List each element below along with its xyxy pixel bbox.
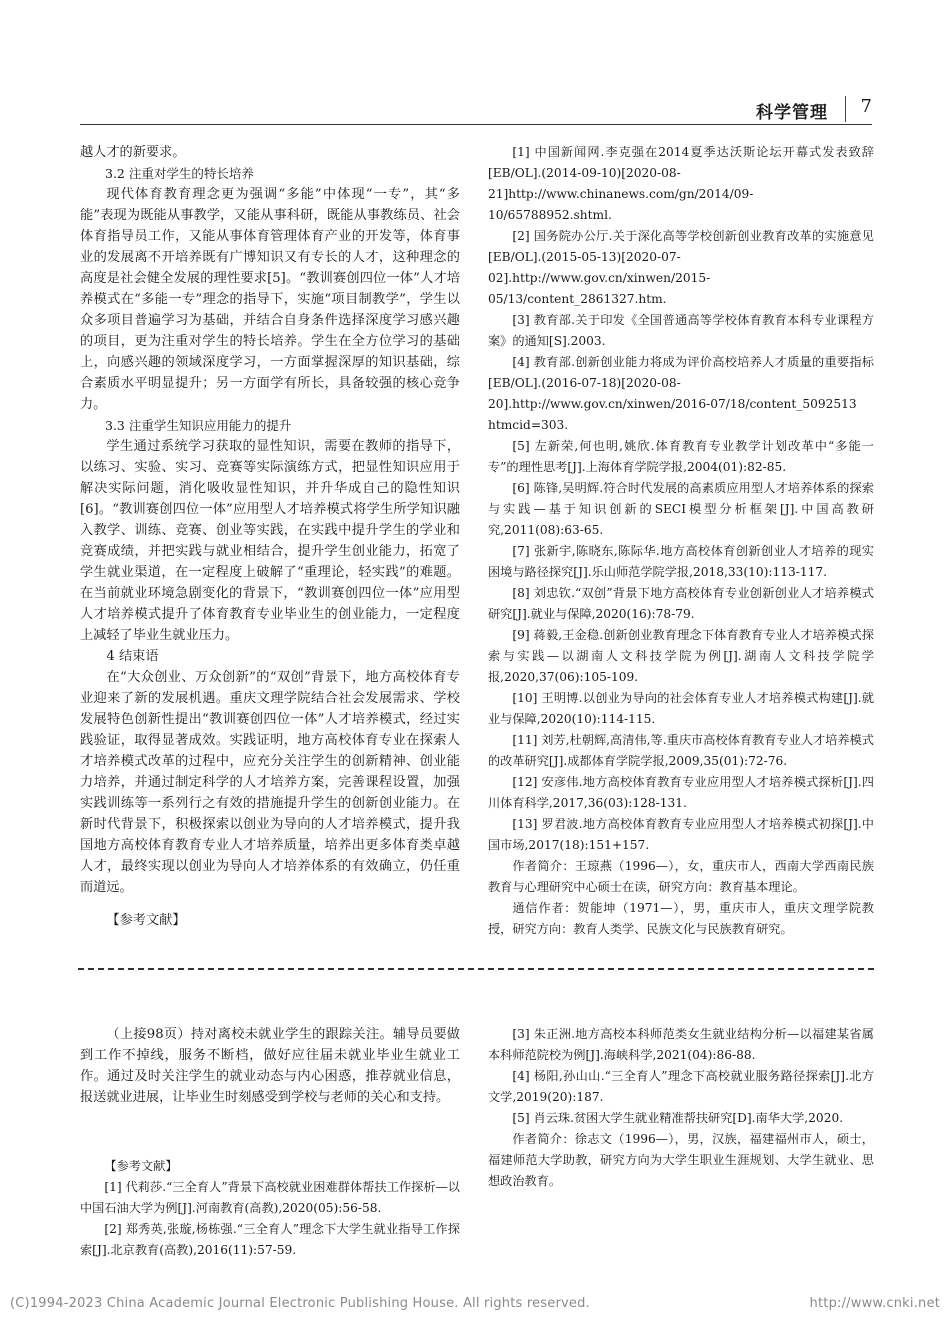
- paragraph-continued: 越人才的新要求。: [80, 145, 186, 160]
- paragraph: 现代体育教育理念更为强调“多能”中体现“一专”，其“多能”表现为既能从事教学，又能从事科研，既能从事教练员、社会体育指导员工作，又能从事体育管理体育产业的开发等，体育事业的发展离不开培养既有广博知识又有专长的人才，这种理念的高度是社会健全发展的理性要求[5]。“教训赛创四位一体”人才培养模式在“多能一专”理念的指导下，实施“项目制教学”，学生以众多项目普遍学习为基础，并结合自身条件选择深度学习感兴趣的项目，更为注重对学生的特长培养。学生在全方位学习的基础上，向感兴趣的领域深度学习，一方面掌握深厚的知识基础，综合素质水平明显提升；另一方面学有所长，具备较强的核心竞争力。: [80, 187, 460, 412]
- reference-item: [6] 陈锋,吴明辉.符合时代发展的高素质应用型人才培养体系的探索与实践—基于知识创新的SECI模型分析框架[J].中国高教研究,2011(08):63-65.: [488, 481, 874, 537]
- paragraph: 在“大众创业、万众创新”的“双创”背景下，地方高校体育专业迎来了新的发展机遇。重庆文理学院结合社会发展需求、学校发展特色创新性提出“教训赛创四位一体”人才培养模式，经过实践验证，取得显著成效。实践证明，地方高校体育专业在探索人才培养模式改革的过程中，应充分关注学生的创新精神、创业能力培养，并通过制定科学的人才培养方案，完善课程设置，加强实践训练等一系列行之有效的措施提升学生的创新创业能力。在新时代背景下，积极探索以创业为导向的人才培养模式，提升我国地方高校体育教育专业人才培养质量，培养出更多体育类卓越人才，最终实现以创业为导向人才培养体系的有效确立，仍任重而道远。: [80, 670, 460, 895]
- reference-item: [1] 代莉莎.“三全育人”背景下高校就业困难群体帮扶工作探析—以中国石油大学为例[J].河南教育(高教),2020(05):56-58.: [80, 1180, 460, 1215]
- reference-item: [3] 朱正洲.地方高校本科师范类女生就业结构分析—以福建某省属本科师范院校为例[J].海峡科学,2021(04):86-88.: [488, 1027, 874, 1062]
- article-body-left-column: [80, 142, 460, 931]
- running-header: [700, 96, 880, 122]
- page-number: 7: [860, 96, 872, 117]
- references-heading: 【参考文献】: [104, 1159, 178, 1173]
- corresponding-author: 通信作者：贺能坤（1971—），男，重庆市人，重庆文理学院教授，研究方向：教育人类学、民族文化与民族教育研究。: [488, 901, 874, 936]
- paragraph: （上接98页）持对离校未就业学生的跟踪关注。辅导员要做到工作不掉线，服务不断档，做好应往届未就业毕业生就业工作。通过及时关注学生的就业动态与内心困惑，推荐就业信息，报送就业进展，让毕业生时刻感受到学校与老师的关心和支持。: [80, 1027, 460, 1105]
- reference-item: [2] 国务院办公厅.关于深化高等学校创新创业教育改革的实施意见[EB/OL].(2015-05-13)[2020-07-02].http://www.gov.cn/xinwen/2015-05/13/content_2861327.htm.: [488, 229, 874, 306]
- continued-references-left: [80, 1156, 460, 1261]
- section-heading-3-3: 3.3 注重学生知识应用能力的提升: [105, 418, 292, 433]
- reference-item: [4] 教育部.创新创业能力将成为评价高校培养人才质量的重要指标[EB/OL].(2016-07-18)[2020-08-20].http://www.gov.cn/xinwen/2016-07/18/content_5092513 htmcid=303.: [488, 355, 874, 432]
- reference-item: [2] 郑秀英,张璇,杨栋强.“三全育人”理念下大学生就业指导工作探索[J].北京教育(高教),2016(11):57-59.: [80, 1222, 460, 1257]
- continued-references-right: [488, 1024, 874, 1192]
- section-heading-4: 4 结束语: [106, 649, 159, 664]
- reference-item: [1] 中国新闻网.李克强在2014夏季达沃斯论坛开幕式发表致辞[EB/OL].(2014-09-10)[2020-08-21]http://www.chinanews.com/gn/2014/09-10/65788952.shtml.: [488, 145, 874, 222]
- header-divider: [845, 96, 846, 122]
- reference-item: [4] 杨阳,孙山山.“三全育人”理念下高校就业服务路径探索[J].北方文学,2019(20):187.: [488, 1069, 874, 1104]
- reference-item: [12] 安彦伟.地方高校体育教育专业应用型人才培养模式探析[J].四川体育科学,2017,36(03):128-131.: [488, 775, 874, 810]
- continued-article-left-column: [80, 1024, 460, 1108]
- copyright-text: (C)1994-2023 China Academic Journal Electronic Publishing House. All rights reserved.: [10, 1296, 590, 1311]
- author-bio: 作者简介：王琼燕（1996—），女，重庆市人，西南大学西南民族教育与心理研究中心硕士在读，研究方向：教育基本理论。: [488, 859, 874, 894]
- reference-item: [3] 教育部.关于印发《全国普通高等学校体育教育本科专业课程方案》的通知[S].2003.: [488, 313, 874, 348]
- reference-item: [5] 左新荣,何也明,姚欣.体育教育专业教学计划改革中“多能一专”的理性思考[J].上海体育学院学报,2004(01):82-85.: [488, 439, 874, 474]
- reference-item: [5] 肖云珠.贫困大学生就业精准帮扶研究[D].南华大学,2020.: [512, 1111, 844, 1125]
- reference-item: [13] 罗君波.地方高校体育教育专业应用型人才培养模式初探[J].中国市场,2017(18):151+157.: [488, 817, 874, 852]
- header-rule: [80, 124, 872, 125]
- reference-item: [10] 王明博.以创业为导向的社会体育专业人才培养模式构建[J].就业与保障,2020(10):114-115.: [488, 691, 874, 726]
- author-bio: 作者简介：徐志文（1996—），男，汉族，福建福州市人，硕士，福建师范大学助教，研究方向为大学生职业生涯规划、大学生就业、思想政治教育。: [488, 1132, 874, 1188]
- references-list: [488, 142, 874, 940]
- paragraph: 学生通过系统学习获取的显性知识，需要在教师的指导下，以练习、实验、实习、竞赛等实际演练方式，把显性知识应用于解决实际问题，消化吸收显性知识，并升华成自己的隐性知识[6]。“教训赛创四位一体”应用型人才培养模式将学生所学知识融入教学、训练、竞赛、创业等实践，在实践中提升学生的学业和竞赛成绩，并把实践与就业相结合，提升学生创业能力，拓宽了学生就业渠道，在一定程度上破解了“重理论，轻实践”的难题。在当前就业环境急剧变化的背景下，“教训赛创四位一体”应用型人才培养模式提升了体育教育专业毕业生的创业能力，一定程度上减轻了毕业生就业压力。: [80, 439, 460, 643]
- journal-section-title: 科学管理: [756, 103, 828, 123]
- reference-item: [8] 刘忠钦.“双创”背景下地方高校体育专业创新创业人才培养模式研究[J].就业与保障,2020(16):78-79.: [488, 586, 874, 621]
- references-heading: 【参考文献】: [106, 913, 186, 928]
- reference-item: [7] 张新宇,陈晓东,陈际华.地方高校体育创新创业人才培养的现实困境与路径探究[J].乐山师范学院学报,2018,33(10):113-117.: [488, 544, 874, 579]
- article-separator: [78, 968, 874, 970]
- reference-item: [11] 刘芳,杜朝辉,高清伟,等.重庆市高校体育教育专业人才培养模式的改革研究[J].成都体育学院学报,2009,35(01):72-76.: [488, 733, 874, 768]
- section-heading-3-2: 3.2 注重对学生的特长培养: [105, 166, 254, 181]
- reference-item: [9] 蒋毅,王金稳.创新创业教育理念下体育教育专业人才培养模式探索与实践—以湖南人文科技学院为例[J].湖南人文科技学院学报,2020,37(06):105-109.: [488, 628, 874, 684]
- cnki-link[interactable]: http://www.cnki.net: [809, 1296, 940, 1311]
